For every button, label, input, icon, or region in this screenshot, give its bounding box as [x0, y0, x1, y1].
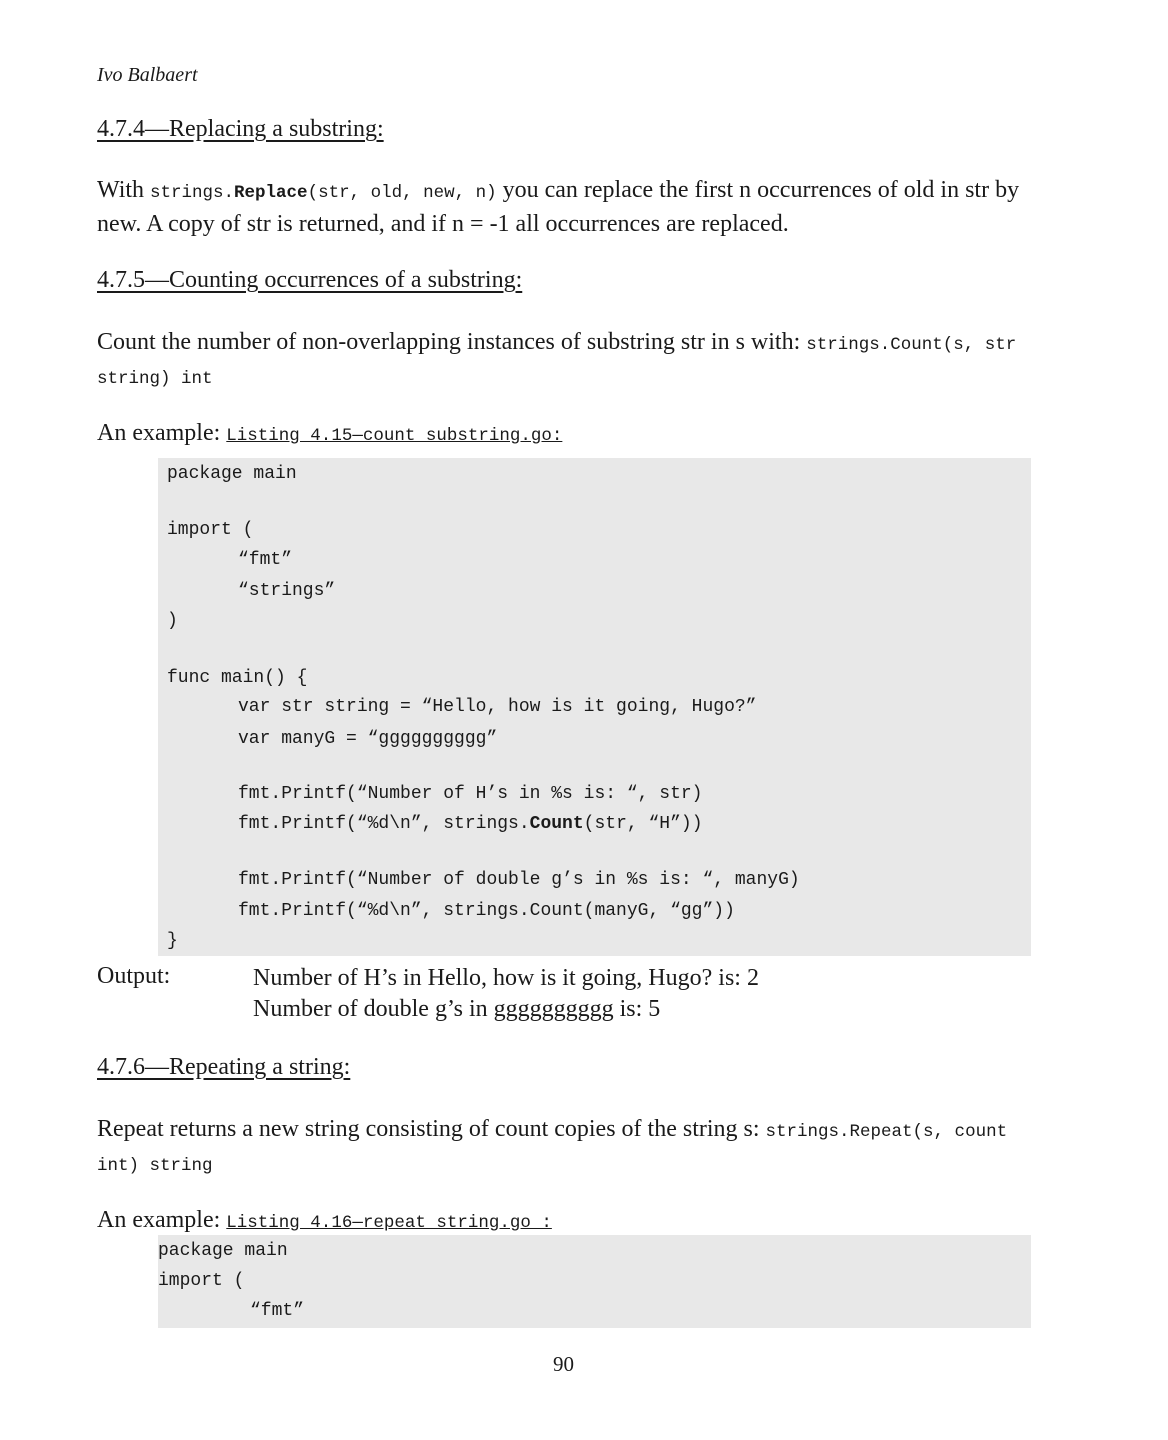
code-line: var manyG = “gggggggggg” [238, 729, 498, 749]
page-number: 90 [553, 1352, 574, 1376]
text: With [97, 177, 151, 203]
code-line: package main [158, 1241, 288, 1261]
code-line: import ( [158, 1271, 245, 1291]
code-line: fmt.Printf(“Number of H’s in %s is: “, str) [238, 784, 703, 804]
output-line: Number of double g’s in gggggggggg is: 5 [253, 996, 661, 1022]
paragraph-repeat [97, 1114, 1032, 1182]
code-text: (str, “H”)) [583, 814, 703, 834]
code-line: fmt.Printf(“Number of double g’s in %s is: “, manyG) [238, 870, 800, 890]
code-line: fmt.Printf(“%d\n”, strings.Count(manyG, “gg”)) [238, 901, 735, 921]
text: you can replace the first n occurrences of old in str by [496, 177, 1020, 203]
paragraph-count [97, 327, 1032, 395]
inline-code-bold: Replace [234, 183, 308, 203]
code-line: func main() { [167, 668, 308, 688]
inline-code: (str, old, new, n) [307, 183, 497, 203]
listing-title: Listing 4.15—count_substring.go: [226, 426, 563, 446]
example-caption [97, 1207, 552, 1234]
output-text [253, 963, 759, 1025]
section-heading-4-7-6: 4.7.6—Repeating a string: [97, 1054, 351, 1080]
inline-code: strings.Count(s, str [806, 335, 1017, 355]
listing-title: Listing 4.16—repeat_string.go : [226, 1213, 552, 1233]
example-label: An example: [97, 420, 227, 446]
code-bold: Count [529, 814, 584, 834]
code-line: “fmt” [250, 1301, 305, 1321]
code-line: } [167, 931, 178, 951]
inline-code: string) int [97, 369, 213, 389]
example-caption [97, 420, 562, 447]
text: new. A copy of str is returned, and if n = -1 all occurrences are replaced. [97, 211, 789, 237]
text: Repeat returns a new string consisting of count copies of the string s: [97, 1116, 766, 1142]
running-header-author: Ivo Balbaert [97, 64, 198, 86]
text: Count the number of non-overlapping instances of substring str in s with: [97, 329, 807, 355]
output-line: Number of H’s in Hello, how is it going, Hugo? is: 2 [253, 965, 759, 991]
code-block-count-substring [158, 458, 1031, 956]
code-line: “fmt” [238, 550, 293, 570]
code-line [238, 813, 703, 835]
example-label: An example: [97, 1207, 227, 1233]
inline-code: strings. [150, 183, 235, 203]
output-label: Output: [97, 963, 171, 989]
code-line: var str string = “Hello, how is it going, Hugo?” [238, 697, 757, 717]
code-line: import ( [167, 520, 254, 540]
section-heading-4-7-5: 4.7.5—Counting occurrences of a substring: [97, 267, 523, 293]
code-block-repeat-string [158, 1235, 1031, 1328]
code-line: package main [167, 464, 297, 484]
inline-code: int) string [97, 1156, 213, 1176]
section-heading-4-7-4: 4.7.4—Replacing a substring: [97, 116, 384, 142]
code-line: “strings” [238, 581, 336, 601]
code-text: fmt.Printf(“%d\n”, strings. [238, 814, 530, 834]
paragraph-replace [97, 175, 1032, 240]
inline-code: strings.Repeat(s, count [765, 1122, 1008, 1142]
code-line: ) [167, 611, 178, 631]
